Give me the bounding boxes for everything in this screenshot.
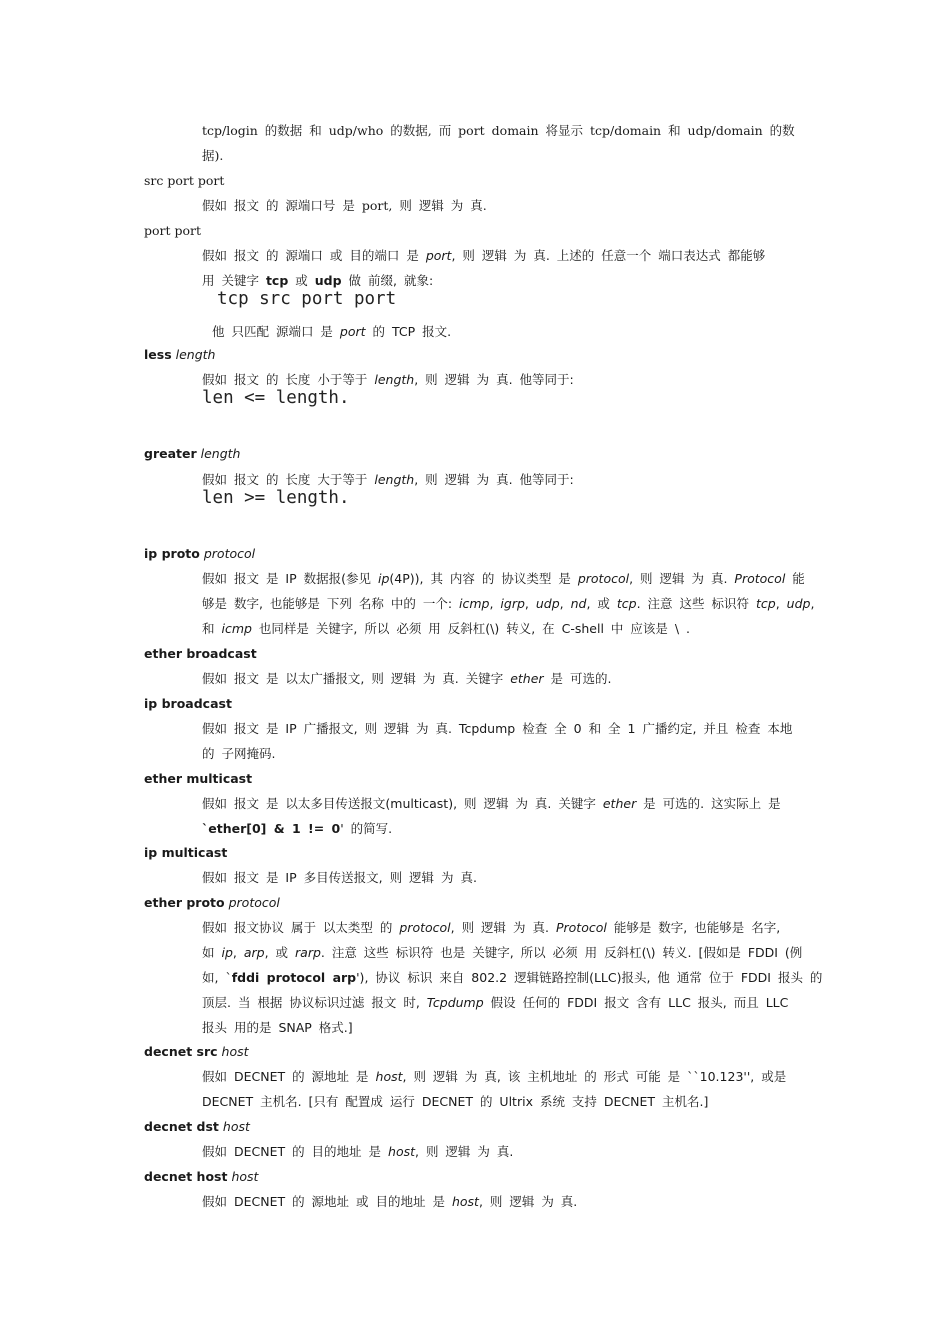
desc-ip-multicast: 假如 报文 是 IP 多目传送报文, 则 逻辑 为 真. (202, 870, 477, 885)
desc-decnet-src: 假如 DECNET 的 源地址 是 host, 则 逻辑 为 真, 该 主机地址 的 形式 可能 是 ``10.123'', 或是 DECNET 主机名. [只有 配置成 运行 DECNET 的 Ultrix 系统 支持 DECNET 主机名.] (202, 1069, 787, 1109)
desc-ether-broadcast: 假如 报文 是 以太广播报文, 则 逻辑 为 真. 关键字 ether 是 可选的. (202, 671, 612, 686)
desc-port-line-2: 用 关键字 tcp 或 udp 做 前缀, 就象: (202, 273, 434, 288)
code-tcp-src-port: tcp src port port (217, 289, 397, 309)
term-port: port port (144, 223, 202, 238)
term-ip-broadcast: ip broadcast (144, 696, 232, 711)
code-greater: len >= length. (202, 488, 350, 508)
term-greater: greater length (144, 446, 241, 461)
desc-greater: 假如 报文 的 长度 大于等于 length, 则 逻辑 为 真. 他等同于: (202, 472, 574, 487)
desc-ip-broadcast: 假如 报文 是 IP 广播报文, 则 逻辑 为 真. Tcpdump 检查 全 0 和 全 1 广播约定, 并且 检查 本地 的 子网掩码. (202, 721, 793, 761)
desc-less: 假如 报文 的 长度 小于等于 length, 则 逻辑 为 真. 他等同于: (202, 372, 574, 387)
term-ip-multicast: ip multicast (144, 845, 228, 860)
desc-ether-proto: 假如 报文协议 属于 以太类型 的 protocol, 则 逻辑 为 真. Protocol 能够是 数字, 也能够是 名字, 如 ip, arp, 或 rarp. 注意 这些 标识符 也是 关键字, 所以 必须 用 反斜杠(\) 转义. [假如是 FDDI (例 如, `fddi protocol arp'), 协议 标识 来自 802.2 逻辑链路控制(LLC)报头, 他 通常 位于 FDDI 报头 的 顶层. 当 根据 协议标识过滤 报文 时, Tcpdump 假设 任何的 FDDI 报文 含有 LLC 报头, 而且 LLC 报头 用的是 SNAP 格式.] (202, 920, 823, 1035)
term-decnet-host: decnet host host (144, 1169, 259, 1184)
term-less: less length (144, 347, 216, 362)
term-decnet-dst: decnet dst host (144, 1119, 250, 1134)
term-ether-proto: ether proto protocol (144, 895, 280, 910)
term-src-port: src port port (144, 173, 225, 188)
note-port: 他 只匹配 源端口 是 port 的 TCP 报文. (212, 324, 452, 339)
term-decnet-src: decnet src host (144, 1044, 249, 1059)
desc-port-line-1: 假如 报文 的 源端口 或 目的端口 是 port, 则 逻辑 为 真. 上述的 任意一个 端口表达式 都能够 (202, 248, 766, 263)
term-ether-broadcast: ether broadcast (144, 646, 257, 661)
intro-paragraph (202, 118, 807, 168)
desc-ip-proto: 假如 报文 是 IP 数据报(参见 ip(4P)), 其 内容 的 协议类型 是 protocol, 则 逻辑 为 真. Protocol 能 够是 数字, 也能够是 下列 名称 中的 一个: icmp, igrp, udp, nd, 或 tcp. 注意 这些 标识符 tcp, udp, 和 icmp 也同样是 关键字, 所以 必须 用 反斜杠(\) 转义, 在 C-shell 中 应该是 \ . (202, 571, 815, 636)
desc-decnet-dst: 假如 DECNET 的 目的地址 是 host, 则 逻辑 为 真. (202, 1144, 514, 1159)
desc-ether-multicast: 假如 报文 是 以太多目传送报文(multicast), 则 逻辑 为 真. 关键字 ether 是 可选的. 这实际上 是 `ether[0] & 1 != 0' 的简写. (202, 796, 781, 836)
desc-decnet-host: 假如 DECNET 的 源地址 或 目的地址 是 host, 则 逻辑 为 真. (202, 1194, 578, 1209)
code-less: len <= length. (202, 388, 350, 408)
term-ether-multicast: ether multicast (144, 771, 253, 786)
intro-line-1: tcp/login 的数据 和 udp/who 的数据, 而 port domain 将显示 tcp/domain 和 udp/domain 的数 (202, 123, 795, 138)
term-ip-proto: ip proto protocol (144, 546, 256, 561)
desc-port (202, 243, 807, 293)
intro-line-2: 据). (202, 148, 224, 163)
desc-src-port: 假如 报文 的 源端口号 是 port, 则 逻辑 为 真. (202, 198, 487, 213)
